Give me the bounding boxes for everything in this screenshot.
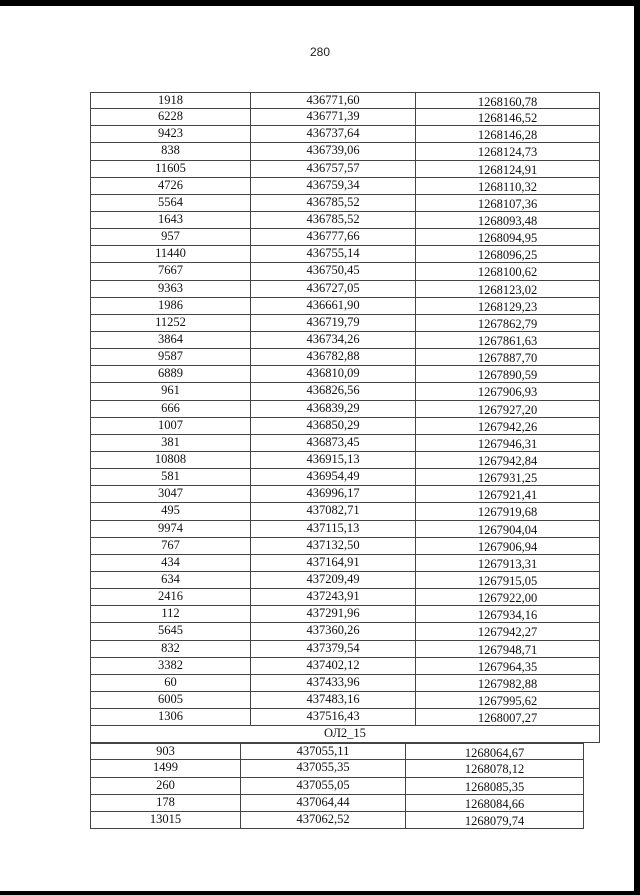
table-row (90, 315, 600, 332)
x-coordinate-cell: 436755,14 (250, 246, 415, 262)
x-coordinate-cell: 436759,34 (250, 178, 415, 194)
y-coordinate-cell: 1268146,28 (415, 126, 600, 142)
point-number-cell: 6889 (90, 366, 250, 382)
x-coordinate-cell: 437055,05 (240, 778, 405, 794)
x-coordinate-cell: 436771,39 (250, 109, 415, 125)
point-number-cell: 1918 (90, 93, 250, 108)
point-number-cell: 666 (90, 401, 250, 417)
y-coordinate-cell: 1268085,35 (405, 778, 584, 794)
table-row (90, 572, 600, 589)
point-number-cell: 1643 (90, 212, 250, 228)
table-row (90, 161, 600, 178)
point-number-cell: 1986 (90, 298, 250, 314)
x-coordinate-cell: 436839,29 (250, 401, 415, 417)
y-coordinate-cell: 1267931,25 (415, 469, 600, 485)
table-row (90, 555, 600, 572)
section-label-row (90, 726, 600, 743)
y-coordinate-cell: 1268064,67 (405, 744, 584, 759)
y-coordinate-cell: 1268129,23 (415, 298, 600, 314)
point-number-cell: 5645 (90, 623, 250, 639)
x-coordinate-cell: 437082,71 (250, 503, 415, 519)
point-number-cell: 634 (90, 572, 250, 588)
x-coordinate-cell: 437164,91 (250, 555, 415, 571)
y-coordinate-cell: 1267942,26 (415, 418, 600, 434)
x-coordinate-cell: 436757,57 (250, 161, 415, 177)
y-coordinate-cell: 1267906,93 (415, 383, 600, 399)
y-coordinate-cell: 1268093,48 (415, 212, 600, 228)
x-coordinate-cell: 437243,91 (250, 589, 415, 605)
table-row (90, 692, 600, 709)
point-number-cell: 832 (90, 641, 250, 657)
table-row (90, 812, 584, 829)
y-coordinate-cell: 1267922,00 (415, 589, 600, 605)
point-number-cell: 3047 (90, 486, 250, 502)
point-number-cell: 1306 (90, 709, 250, 725)
scan-edge-top (0, 0, 640, 6)
point-number-cell: 6005 (90, 692, 250, 708)
y-coordinate-cell: 1267887,70 (415, 349, 600, 365)
point-number-cell: 1499 (90, 760, 240, 776)
y-coordinate-cell: 1267861,63 (415, 332, 600, 348)
x-coordinate-cell: 436750,45 (250, 263, 415, 279)
table-row (90, 709, 600, 726)
table-row (90, 212, 600, 229)
point-number-cell: 2416 (90, 589, 250, 605)
y-coordinate-cell: 1268160,78 (415, 93, 600, 108)
table-row (90, 383, 600, 400)
point-number-cell: 1007 (90, 418, 250, 434)
point-number-cell: 11252 (90, 315, 250, 331)
point-number-cell: 5564 (90, 195, 250, 211)
x-coordinate-cell: 436719,79 (250, 315, 415, 331)
table-row (90, 332, 600, 349)
y-coordinate-cell: 1268107,36 (415, 195, 600, 211)
x-coordinate-cell: 436850,29 (250, 418, 415, 434)
table-row (90, 589, 600, 606)
y-coordinate-cell: 1268079,74 (405, 812, 584, 828)
point-number-cell: 112 (90, 606, 250, 622)
point-number-cell: 9587 (90, 349, 250, 365)
point-number-cell: 6228 (90, 109, 250, 125)
y-coordinate-cell: 1267942,84 (415, 452, 600, 468)
y-coordinate-cell: 1267904,04 (415, 521, 600, 537)
table-row (90, 795, 584, 812)
y-coordinate-cell: 1268146,52 (415, 109, 600, 125)
table-row (90, 366, 600, 383)
table-row (90, 521, 600, 538)
table-row (90, 109, 600, 126)
x-coordinate-cell: 436810,09 (250, 366, 415, 382)
x-coordinate-cell: 436771,60 (250, 93, 415, 108)
y-coordinate-cell: 1267906,94 (415, 538, 600, 554)
y-coordinate-cell: 1267919,68 (415, 503, 600, 519)
x-coordinate-cell: 437064,44 (240, 795, 405, 811)
x-coordinate-cell: 437402,12 (250, 658, 415, 674)
x-coordinate-cell: 436826,56 (250, 383, 415, 399)
point-number-cell: 260 (90, 778, 240, 794)
point-number-cell: 60 (90, 675, 250, 691)
y-coordinate-cell: 1267934,16 (415, 606, 600, 622)
x-coordinate-cell: 436915,13 (250, 452, 415, 468)
point-number-cell: 7667 (90, 263, 250, 279)
y-coordinate-cell: 1267915,05 (415, 572, 600, 588)
x-coordinate-cell: 436777,66 (250, 229, 415, 245)
table-row (90, 452, 600, 469)
x-coordinate-cell: 436739,06 (250, 143, 415, 159)
point-number-cell: 767 (90, 538, 250, 554)
x-coordinate-cell: 437132,50 (250, 538, 415, 554)
x-coordinate-cell: 436782,88 (250, 349, 415, 365)
y-coordinate-cell: 1267946,31 (415, 435, 600, 451)
table-row (90, 486, 600, 503)
point-number-cell: 10808 (90, 452, 250, 468)
y-coordinate-cell: 1268084,66 (405, 795, 584, 811)
table-row (90, 503, 600, 520)
table-row (90, 778, 584, 795)
point-number-cell: 495 (90, 503, 250, 519)
point-number-cell: 11440 (90, 246, 250, 262)
x-coordinate-cell: 437062,52 (240, 812, 405, 828)
table-row (90, 760, 584, 777)
y-coordinate-cell: 1267927,20 (415, 401, 600, 417)
y-coordinate-cell: 1268124,73 (415, 143, 600, 159)
table-row (90, 195, 600, 212)
x-coordinate-cell: 436954,49 (250, 469, 415, 485)
x-coordinate-cell: 436785,52 (250, 212, 415, 228)
table-row (90, 606, 600, 623)
table-row (90, 623, 600, 640)
point-number-cell: 381 (90, 435, 250, 451)
coordinates-table (90, 92, 600, 829)
y-coordinate-cell: 1268007,27 (415, 709, 600, 725)
point-number-cell: 9363 (90, 281, 250, 297)
x-coordinate-cell: 437055,11 (240, 744, 405, 759)
x-coordinate-cell: 436661,90 (250, 298, 415, 314)
table-row (90, 229, 600, 246)
table-row (90, 143, 600, 160)
x-coordinate-cell: 436873,45 (250, 435, 415, 451)
y-coordinate-cell: 1268123,02 (415, 281, 600, 297)
table-row (90, 298, 600, 315)
point-number-cell: 11605 (90, 161, 250, 177)
table-row (90, 246, 600, 263)
y-coordinate-cell: 1268096,25 (415, 246, 600, 262)
table-row (90, 435, 600, 452)
table-row (90, 349, 600, 366)
table-row (90, 538, 600, 555)
y-coordinate-cell: 1268100,62 (415, 263, 600, 279)
point-number-cell: 9423 (90, 126, 250, 142)
table-row (90, 178, 600, 195)
x-coordinate-cell: 437291,96 (250, 606, 415, 622)
y-coordinate-cell: 1267942,27 (415, 623, 600, 639)
scan-edge-right (634, 0, 640, 895)
x-coordinate-cell: 437483,16 (250, 692, 415, 708)
point-number-cell: 581 (90, 469, 250, 485)
table-row (90, 743, 584, 760)
y-coordinate-cell: 1267982,88 (415, 675, 600, 691)
y-coordinate-cell: 1268124,91 (415, 161, 600, 177)
point-number-cell: 434 (90, 555, 250, 571)
x-coordinate-cell: 437360,26 (250, 623, 415, 639)
table-row (90, 281, 600, 298)
point-number-cell: 3864 (90, 332, 250, 348)
y-coordinate-cell: 1267948,71 (415, 641, 600, 657)
table-row (90, 418, 600, 435)
x-coordinate-cell: 437379,54 (250, 641, 415, 657)
point-number-cell: 961 (90, 383, 250, 399)
x-coordinate-cell: 437055,35 (240, 760, 405, 776)
y-coordinate-cell: 1267995,62 (415, 692, 600, 708)
x-coordinate-cell: 436996,17 (250, 486, 415, 502)
table-row (90, 675, 600, 692)
point-number-cell: 13015 (90, 812, 240, 828)
table-row (90, 126, 600, 143)
table-row (90, 658, 600, 675)
x-coordinate-cell: 436785,52 (250, 195, 415, 211)
point-number-cell: 957 (90, 229, 250, 245)
y-coordinate-cell: 1268078,12 (405, 760, 584, 776)
y-coordinate-cell: 1268110,32 (415, 178, 600, 194)
table-row (90, 263, 600, 280)
section-label: ОЛ2_15 (90, 726, 600, 742)
y-coordinate-cell: 1267964,35 (415, 658, 600, 674)
page-number: 280 (309, 45, 331, 59)
point-number-cell: 178 (90, 795, 240, 811)
point-number-cell: 9974 (90, 521, 250, 537)
x-coordinate-cell: 436737,64 (250, 126, 415, 142)
y-coordinate-cell: 1268094,95 (415, 229, 600, 245)
point-number-cell: 3382 (90, 658, 250, 674)
point-number-cell: 4726 (90, 178, 250, 194)
table-row (90, 641, 600, 658)
y-coordinate-cell: 1267862,79 (415, 315, 600, 331)
x-coordinate-cell: 437516,43 (250, 709, 415, 725)
x-coordinate-cell: 437115,13 (250, 521, 415, 537)
section2-table (90, 743, 584, 829)
table-row (90, 92, 600, 109)
scan-edge-bottom (0, 891, 640, 895)
table-row (90, 469, 600, 486)
point-number-cell: 903 (90, 744, 240, 759)
x-coordinate-cell: 437433,96 (250, 675, 415, 691)
y-coordinate-cell: 1267890,59 (415, 366, 600, 382)
x-coordinate-cell: 436727,05 (250, 281, 415, 297)
point-number-cell: 838 (90, 143, 250, 159)
y-coordinate-cell: 1267913,31 (415, 555, 600, 571)
x-coordinate-cell: 436734,26 (250, 332, 415, 348)
x-coordinate-cell: 437209,49 (250, 572, 415, 588)
y-coordinate-cell: 1267921,41 (415, 486, 600, 502)
table-row (90, 401, 600, 418)
